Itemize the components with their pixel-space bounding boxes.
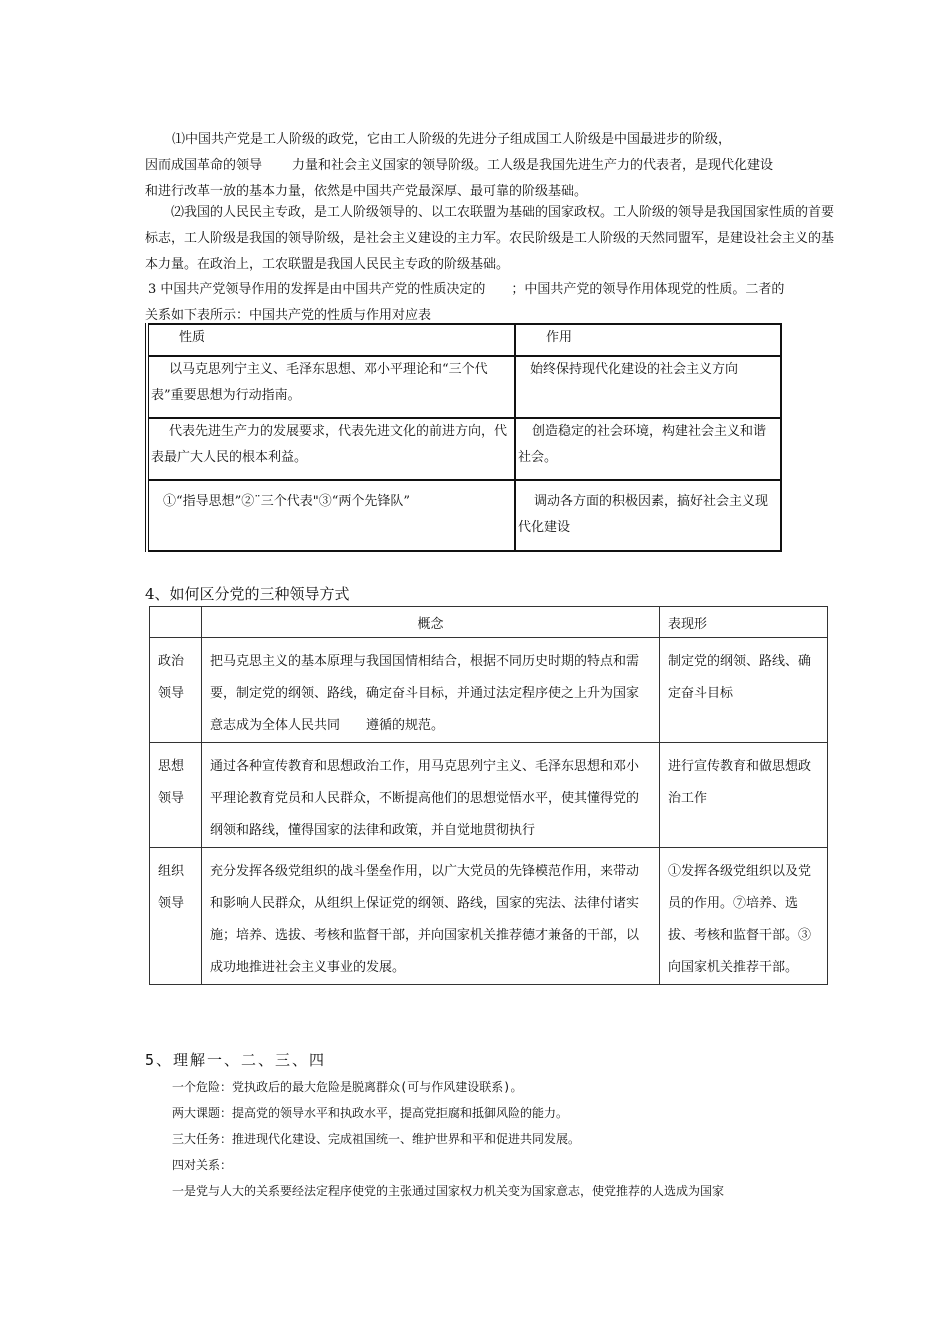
section4-title: 4、如何区分党的三种领导方式 bbox=[145, 585, 350, 603]
table-cell: 以马克思列宁主义、毛泽东思想、邓小平理论和“三个代表”重要思想为行动指南。 bbox=[147, 356, 515, 418]
table-row bbox=[147, 356, 781, 418]
intro-p1-line3: 和进行改革一放的基本力量，依然是中国共产党最深厚、最可靠的阶级基础。 bbox=[145, 184, 588, 199]
intro-p1-line2b: 力量和社会主义国家的领导阶级。工人级是我国先进生产力的代表者，是现代化建设 bbox=[292, 158, 774, 173]
table-row bbox=[150, 638, 828, 743]
intro-p3-line1a: 3 中国共产党领导作用的发挥是由中国共产党的性质决定的 bbox=[148, 282, 486, 297]
header-blank bbox=[150, 607, 202, 638]
intro-p3-line1 bbox=[148, 278, 784, 297]
intro-p1-line2 bbox=[145, 154, 773, 173]
table-cell: 进行宣传教育和做思想政治工作 bbox=[660, 743, 828, 848]
intro-p3-line1b: ；中国共产党的领导作用体现党的性质。二者的 bbox=[511, 282, 785, 297]
section5-line: 一个危险：党执政后的最大危险是脱离群众(可与作风建设联系)。 bbox=[172, 1080, 523, 1094]
table-cell: 代表先进生产力的发展要求，代表先进文化的前进方向，代表最广大人民的根本利益。 bbox=[147, 418, 515, 480]
table-cell: ①发挥各级党组织以及党员的作用。⑦培养、选拔、考核和监督干部。③向国家机关推荐干部。 bbox=[660, 848, 828, 985]
table-row bbox=[147, 418, 781, 480]
row-label: 组织领导 bbox=[150, 848, 202, 985]
section5-line: 四对关系： bbox=[172, 1158, 233, 1172]
table-header-row bbox=[150, 607, 828, 638]
table-header-row bbox=[147, 324, 781, 356]
intro-p2: ⑵我国的人民民主专政，是工人阶级领导的、以工农联盟为基础的国家政权。工人阶级的领导是我国国家性质的首要标志，工人阶级是我国的领导阶级，是社会主义建设的主力军。农民阶级是工人阶级的天然同盟军，是建设社会主义的基本力量。在政治上，工农联盟是我国人民民主专政的阶级基础。 bbox=[145, 205, 835, 272]
intro-p1-line2a: 因而成国革命的领导 bbox=[145, 158, 263, 173]
table-cell: 充分发挥各级党组织的战斗堡垒作用，以广大党员的先锋模范作用，来带动和影响人民群众，从组织上保证党的纲领、路线，国家的宪法、法律付诸实施；培养、选拔、考核和监督干部，并向国家机关推荐德才兼备的干部，以成功地推进社会主义事业的发展。 bbox=[202, 848, 660, 985]
header-nature: 性质 bbox=[147, 324, 515, 356]
table-cell: 创造稳定的社会环境，构建社会主义和谐社会。 bbox=[515, 418, 781, 480]
table-cell: 把马克思主义的基本原理与我国国情相结合，根据不同历史时期的特点和需要，制定党的纲领、路线，确定奋斗目标，并通过法定程序使之上升为国家意志成为全体人民共同 遵循的规范。 bbox=[202, 638, 660, 743]
section5-line: 三大任务：推进现代化建设、完成祖国统一、维护世界和平和促进共同发展。 bbox=[172, 1132, 581, 1146]
table-cell: 通过各种宣传教育和思想政治工作，用马克思列宁主义、毛泽东思想和邓小平理论教育党员和人民群众，不断提高他们的思想觉悟水平，使其懂得党的纲领和路线，懂得国家的法律和政策，并自觉地贯彻执行 bbox=[202, 743, 660, 848]
intro-p3-line2: 关系如下表所示：中国共产党的性质与作用对应表 bbox=[145, 308, 432, 323]
nature-role-table bbox=[145, 323, 782, 552]
section5-line: 一是党与人大的关系要经法定程序使党的主张通过国家权力机关变为国家意志，使党推荐的人选成为国家 bbox=[172, 1184, 725, 1198]
header-form: 表现形 bbox=[660, 607, 828, 638]
table-cell: ①“指导思想”②¨三个代表"③“两个先锋队” bbox=[147, 480, 515, 551]
section5-line: 两大课题：提高党的领导水平和执政水平，提高党拒腐和抵御风险的能力。 bbox=[172, 1106, 569, 1120]
table-cell: 制定党的纲领、路线、确定奋斗目标 bbox=[660, 638, 828, 743]
row-label: 思想领导 bbox=[150, 743, 202, 848]
table-row bbox=[150, 848, 828, 985]
header-role: 作用 bbox=[515, 324, 781, 356]
table-row bbox=[150, 743, 828, 848]
row-label: 政治领导 bbox=[150, 638, 202, 743]
section5-title: 5、理解一、二、三、四 bbox=[145, 1051, 327, 1069]
leadership-methods-table bbox=[149, 606, 828, 985]
table-row bbox=[147, 480, 781, 551]
table-cell: 始终保持现代化建设的社会主义方向 bbox=[515, 356, 781, 418]
header-concept: 概念 bbox=[202, 607, 660, 638]
intro-p1-line1: ⑴中国共产党是工人阶级的政党，它由工人阶级的先进分子组成国工人阶级是中国最进步的阶级， bbox=[172, 132, 732, 147]
table-cell: 调动各方面的积极因素，搞好社会主义现代化建设 bbox=[515, 480, 781, 551]
